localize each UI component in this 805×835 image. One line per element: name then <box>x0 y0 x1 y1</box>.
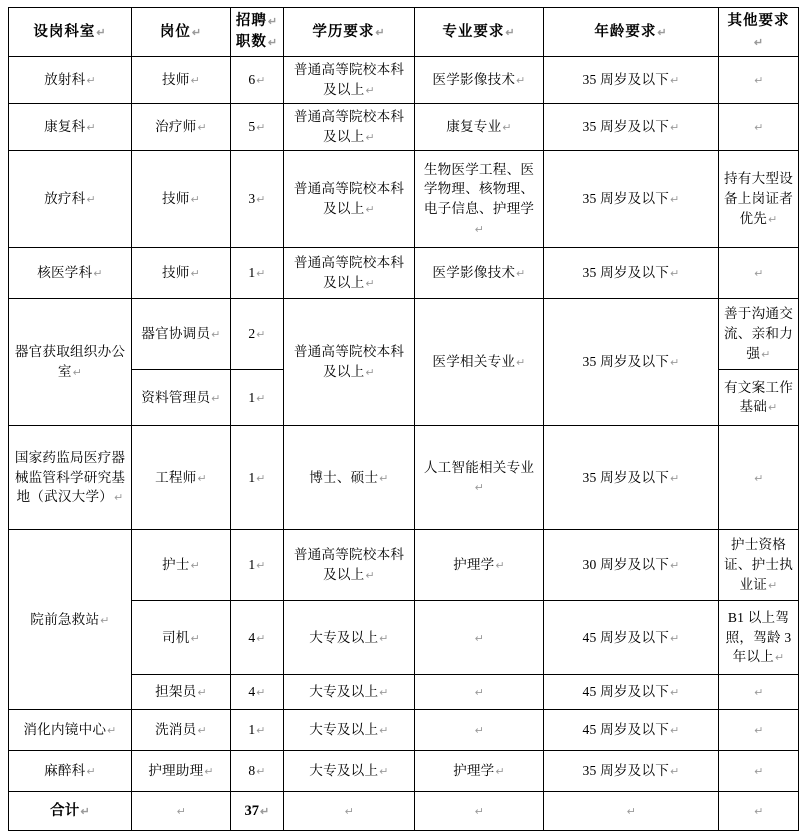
paragraph-mark-icon: ↵ <box>474 223 485 236</box>
cell-total-age <box>544 792 719 831</box>
cell-total-label: 合计↵ <box>9 792 132 831</box>
cell-age: 35 周岁及以下↵ <box>544 299 719 426</box>
table-row <box>9 299 799 370</box>
cell-post: 护理助理↵ <box>132 751 231 792</box>
paragraph-mark-icon: ↵ <box>670 268 680 281</box>
paragraph-mark-icon: ↵ <box>753 37 765 50</box>
paragraph-mark-icon: ↵ <box>256 725 266 738</box>
cell-post: 技师↵ <box>132 248 231 299</box>
paragraph-mark-icon: ↵ <box>176 806 187 819</box>
cell-post: 护士↵ <box>132 530 231 601</box>
table-header-row <box>9 8 799 57</box>
column-header-education: 学历要求↵ <box>284 8 415 57</box>
paragraph-mark-icon: ↵ <box>344 806 355 819</box>
paragraph-mark-icon: ↵ <box>256 329 266 342</box>
paragraph-mark-icon: ↵ <box>197 122 207 135</box>
cell-total-major <box>415 792 544 831</box>
paragraph-mark-icon: ↵ <box>754 725 764 738</box>
table-row <box>9 57 799 104</box>
paragraph-mark-icon: ↵ <box>190 560 200 573</box>
paragraph-mark-icon: ↵ <box>191 26 203 39</box>
paragraph-mark-icon: ↵ <box>670 472 680 485</box>
paragraph-mark-icon: ↵ <box>365 131 375 144</box>
paragraph-mark-icon: ↵ <box>256 268 266 281</box>
cell-department: 放疗科↵ <box>9 151 132 248</box>
cell-age: 35 周岁及以下↵ <box>544 57 719 104</box>
cell-post: 技师↵ <box>132 151 231 248</box>
paragraph-mark-icon: ↵ <box>86 766 96 779</box>
table-row <box>9 151 799 248</box>
paragraph-mark-icon: ↵ <box>768 579 778 592</box>
paragraph-mark-icon: ↵ <box>754 687 764 700</box>
cell-education: 大专及以上↵ <box>284 601 415 675</box>
paragraph-mark-icon: ↵ <box>190 268 200 281</box>
paragraph-mark-icon: ↵ <box>204 766 214 779</box>
paragraph-mark-icon: ↵ <box>190 194 200 207</box>
paragraph-mark-icon: ↵ <box>670 75 680 88</box>
cell-count: 5↵ <box>231 104 284 151</box>
table-total-row <box>9 792 799 831</box>
table-row <box>9 426 799 530</box>
cell-department: 核医学科↵ <box>9 248 132 299</box>
paragraph-mark-icon: ↵ <box>256 472 266 485</box>
paragraph-mark-icon: ↵ <box>670 766 680 779</box>
recruitment-table <box>8 7 799 831</box>
cell-education: 普通高等院校本科及以上↵ <box>284 151 415 248</box>
paragraph-mark-icon: ↵ <box>474 725 485 738</box>
table-row <box>9 710 799 751</box>
cell-department: 器官获取组织办公室↵ <box>9 299 132 426</box>
paragraph-mark-icon: ↵ <box>256 392 266 405</box>
cell-major <box>415 710 544 751</box>
cell-total-other <box>719 792 799 831</box>
cell-major <box>415 601 544 675</box>
cell-count: 1↵ <box>231 530 284 601</box>
cell-department: 国家药监局医疗器械监管科学研究基地（武汉大学）↵ <box>9 426 132 530</box>
column-header-other: 其他要求↵ <box>719 8 799 57</box>
cell-other <box>719 751 799 792</box>
paragraph-mark-icon: ↵ <box>626 806 637 819</box>
paragraph-mark-icon: ↵ <box>86 122 96 135</box>
table-row <box>9 751 799 792</box>
cell-education: 普通高等院校本科及以上↵ <box>284 530 415 601</box>
cell-education: 博士、硕士↵ <box>284 426 415 530</box>
cell-post: 司机↵ <box>132 601 231 675</box>
column-header-age: 年龄要求↵ <box>544 8 719 57</box>
paragraph-mark-icon: ↵ <box>267 37 279 50</box>
paragraph-mark-icon: ↵ <box>754 472 764 485</box>
cell-education: 大专及以上↵ <box>284 710 415 751</box>
paragraph-mark-icon: ↵ <box>114 492 124 505</box>
paragraph-mark-icon: ↵ <box>516 357 526 370</box>
cell-education: 普通高等院校本科及以上↵ <box>284 104 415 151</box>
cell-other <box>719 104 799 151</box>
paragraph-mark-icon: ↵ <box>754 268 764 281</box>
cell-other: 有文案工作基础↵ <box>719 370 799 426</box>
cell-major: 康复专业↵ <box>415 104 544 151</box>
paragraph-mark-icon: ↵ <box>256 75 266 88</box>
paragraph-mark-icon: ↵ <box>754 806 764 819</box>
cell-department: 放射科↵ <box>9 57 132 104</box>
cell-major: 人工智能相关专业↵ <box>415 426 544 530</box>
cell-education: 大专及以上↵ <box>284 675 415 710</box>
paragraph-mark-icon: ↵ <box>375 26 386 39</box>
cell-age: 35 周岁及以下↵ <box>544 104 719 151</box>
cell-major: 医学相关专业↵ <box>415 299 544 426</box>
paragraph-mark-icon: ↵ <box>100 614 110 627</box>
paragraph-mark-icon: ↵ <box>670 194 680 207</box>
cell-other <box>719 57 799 104</box>
cell-age: 30 周岁及以下↵ <box>544 530 719 601</box>
paragraph-mark-icon: ↵ <box>211 392 221 405</box>
paragraph-mark-icon: ↵ <box>86 75 96 88</box>
cell-post: 工程师↵ <box>132 426 231 530</box>
cell-other: 护士资格证、护士执业证↵ <box>719 530 799 601</box>
paragraph-mark-icon: ↵ <box>365 277 375 290</box>
paragraph-mark-icon: ↵ <box>267 16 279 28</box>
cell-post: 资料管理员↵ <box>132 370 231 426</box>
paragraph-mark-icon: ↵ <box>211 329 221 342</box>
paragraph-mark-icon: ↵ <box>670 560 680 573</box>
cell-other: 善于沟通交流、亲和力强↵ <box>719 299 799 370</box>
paragraph-mark-icon: ↵ <box>670 687 680 700</box>
column-header-count: 招聘↵ 职数↵ <box>231 8 284 57</box>
paragraph-mark-icon: ↵ <box>365 84 375 97</box>
paragraph-mark-icon: ↵ <box>379 725 389 738</box>
paragraph-mark-icon: ↵ <box>93 268 103 281</box>
paragraph-mark-icon: ↵ <box>474 632 485 645</box>
cell-other <box>719 426 799 530</box>
cell-age: 45 周岁及以下↵ <box>544 601 719 675</box>
cell-post: 治疗师↵ <box>132 104 231 151</box>
cell-total-post <box>132 792 231 831</box>
cell-count: 8↵ <box>231 751 284 792</box>
cell-education: 普通高等院校本科及以上↵ <box>284 248 415 299</box>
cell-count: 4↵ <box>231 675 284 710</box>
paragraph-mark-icon: ↵ <box>754 75 764 88</box>
cell-post: 技师↵ <box>132 57 231 104</box>
table-row <box>9 530 799 601</box>
column-header-major: 专业要求↵ <box>415 8 544 57</box>
cell-count: 1↵ <box>231 248 284 299</box>
cell-department: 院前急救站↵ <box>9 530 132 710</box>
cell-department: 麻醉科↵ <box>9 751 132 792</box>
paragraph-mark-icon: ↵ <box>256 560 266 573</box>
paragraph-mark-icon: ↵ <box>754 122 764 135</box>
paragraph-mark-icon: ↵ <box>774 652 785 665</box>
cell-age: 35 周岁及以下↵ <box>544 248 719 299</box>
cell-other <box>719 710 799 751</box>
table-row <box>9 248 799 299</box>
paragraph-mark-icon: ↵ <box>256 122 266 135</box>
column-header-department: 设岗科室↵ <box>9 8 132 57</box>
cell-other <box>719 248 799 299</box>
paragraph-mark-icon: ↵ <box>256 687 266 700</box>
cell-major: 医学影像技术↵ <box>415 248 544 299</box>
cell-age: 45 周岁及以下↵ <box>544 675 719 710</box>
paragraph-mark-icon: ↵ <box>365 569 375 582</box>
paragraph-mark-icon: ↵ <box>495 560 505 573</box>
cell-major: 医学影像技术↵ <box>415 57 544 104</box>
paragraph-mark-icon: ↵ <box>379 687 389 700</box>
paragraph-mark-icon: ↵ <box>80 805 90 818</box>
cell-education: 大专及以上↵ <box>284 751 415 792</box>
cell-age: 45 周岁及以下↵ <box>544 710 719 751</box>
paragraph-mark-icon: ↵ <box>379 472 389 485</box>
paragraph-mark-icon: ↵ <box>754 766 764 779</box>
cell-count: 1↵ <box>231 710 284 751</box>
paragraph-mark-icon: ↵ <box>86 194 96 207</box>
cell-post: 器官协调员↵ <box>132 299 231 370</box>
paragraph-mark-icon: ↵ <box>260 805 270 818</box>
cell-major <box>415 675 544 710</box>
cell-major: 护理学↵ <box>415 751 544 792</box>
cell-age: 35 周岁及以下↵ <box>544 151 719 248</box>
paragraph-mark-icon: ↵ <box>190 632 200 645</box>
cell-department: 消化内镜中心↵ <box>9 710 132 751</box>
cell-age: 35 周岁及以下↵ <box>544 751 719 792</box>
paragraph-mark-icon: ↵ <box>197 725 207 738</box>
paragraph-mark-icon: ↵ <box>96 26 107 39</box>
cell-total-count: 37↵ <box>231 792 284 831</box>
paragraph-mark-icon: ↵ <box>256 766 266 779</box>
cell-other: 持有大型设备上岗证者优先↵ <box>719 151 799 248</box>
paragraph-mark-icon: ↵ <box>761 348 771 361</box>
paragraph-mark-icon: ↵ <box>190 75 200 88</box>
cell-major: 护理学↵ <box>415 530 544 601</box>
paragraph-mark-icon: ↵ <box>72 366 83 379</box>
cell-other <box>719 675 799 710</box>
cell-education: 普通高等院校本科及以上↵ <box>284 57 415 104</box>
cell-count: 6↵ <box>231 57 284 104</box>
paragraph-mark-icon: ↵ <box>197 472 207 485</box>
cell-post: 担架员↵ <box>132 675 231 710</box>
paragraph-mark-icon: ↵ <box>365 366 375 379</box>
paragraph-mark-icon: ↵ <box>256 632 266 645</box>
cell-age: 35 周岁及以下↵ <box>544 426 719 530</box>
cell-other: B1 以上驾照，驾龄 3 年以上↵ <box>719 601 799 675</box>
paragraph-mark-icon: ↵ <box>474 806 485 819</box>
paragraph-mark-icon: ↵ <box>474 482 485 495</box>
cell-total-education <box>284 792 415 831</box>
paragraph-mark-icon: ↵ <box>768 213 778 226</box>
paragraph-mark-icon: ↵ <box>197 687 207 700</box>
cell-count: 2↵ <box>231 299 284 370</box>
cell-count: 4↵ <box>231 601 284 675</box>
paragraph-mark-icon: ↵ <box>516 268 526 281</box>
paragraph-mark-icon: ↵ <box>502 122 512 135</box>
cell-count: 1↵ <box>231 370 284 426</box>
paragraph-mark-icon: ↵ <box>495 766 505 779</box>
paragraph-mark-icon: ↵ <box>256 194 266 207</box>
paragraph-mark-icon: ↵ <box>768 402 778 415</box>
cell-major: 生物医学工程、医学物理、核物理、电子信息、护理学↵ <box>415 151 544 248</box>
column-header-post: 岗位↵ <box>132 8 231 57</box>
cell-education: 普通高等院校本科及以上↵ <box>284 299 415 426</box>
cell-count: 3↵ <box>231 151 284 248</box>
paragraph-mark-icon: ↵ <box>657 26 668 39</box>
cell-department: 康复科↵ <box>9 104 132 151</box>
paragraph-mark-icon: ↵ <box>670 725 680 738</box>
paragraph-mark-icon: ↵ <box>107 725 117 738</box>
paragraph-mark-icon: ↵ <box>474 687 485 700</box>
paragraph-mark-icon: ↵ <box>670 357 680 370</box>
paragraph-mark-icon: ↵ <box>379 766 389 779</box>
paragraph-mark-icon: ↵ <box>516 75 526 88</box>
table-row <box>9 104 799 151</box>
paragraph-mark-icon: ↵ <box>505 26 516 39</box>
cell-count: 1↵ <box>231 426 284 530</box>
paragraph-mark-icon: ↵ <box>365 203 375 216</box>
paragraph-mark-icon: ↵ <box>670 122 680 135</box>
paragraph-mark-icon: ↵ <box>379 632 389 645</box>
cell-post: 洗消员↵ <box>132 710 231 751</box>
paragraph-mark-icon: ↵ <box>670 632 680 645</box>
